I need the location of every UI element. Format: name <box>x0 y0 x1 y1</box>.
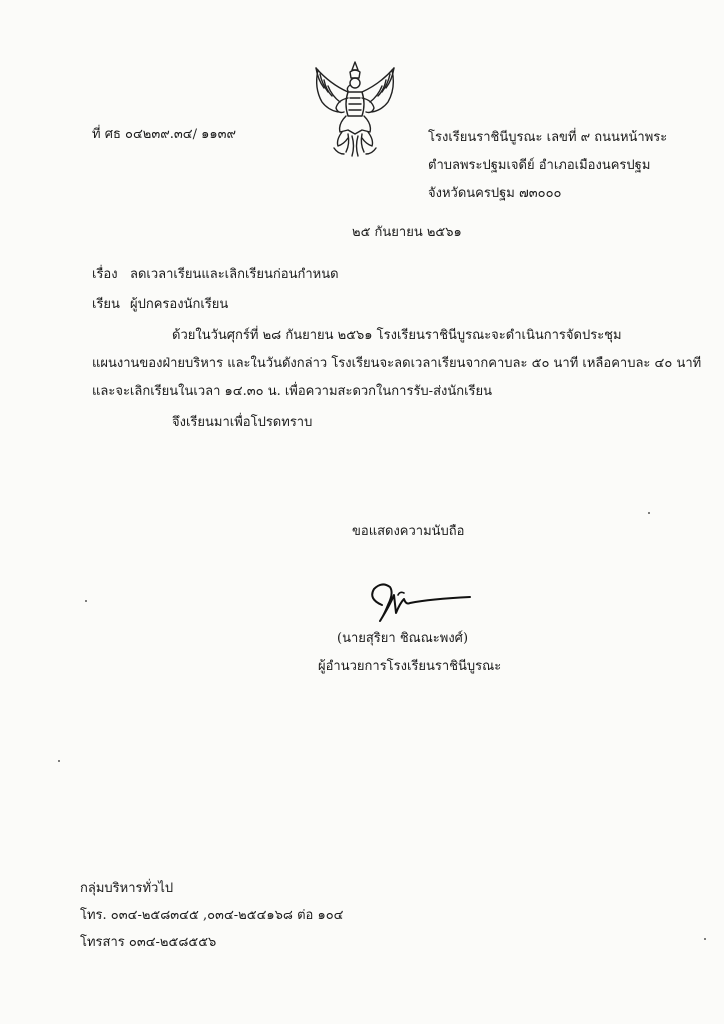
closing-request: จึงเรียนมาเพื่อโปรดทราบ <box>172 415 313 430</box>
garuda-emblem-icon <box>308 58 402 158</box>
subject-label: เรื่อง <box>92 267 118 282</box>
footer-department: กลุ่มบริหารทั่วไป <box>80 881 174 896</box>
letter-date: ๒๕ กันยายน ๒๕๖๑ <box>352 225 462 240</box>
signer-title: ผู้อำนวยการโรงเรียนราชินีบูรณะ <box>318 659 502 674</box>
body-line-1: ด้วยในวันศุกร์ที่ ๒๘ กันยายน ๒๕๖๑ โรงเรียนราชินีบูรณะจะดำเนินการจัดประชุม <box>172 328 622 343</box>
footer-phone: โทร. ๐๓๔-๒๕๘๓๔๕ ,๐๓๔-๒๕๔๑๖๘ ต่อ ๑๐๔ <box>80 908 344 923</box>
recipient-label: เรียน <box>92 297 120 312</box>
signer-name: (นายสุริยา ชิณณะพงศ์) <box>337 631 469 646</box>
sender-address-line-2: ตำบลพระปฐมเจดีย์ อำเภอเมืองนครปฐม <box>428 158 651 173</box>
body-line-2: แผนงานของฝ่ายบริหาร และในวันดังกล่าว โรงเรียนจะลดเวลาเรียนจากคาบละ ๕๐ นาที เหลือคาบละ ๔๐ นาที <box>92 356 702 371</box>
reference-number: ที่ ศธ ๐๔๒๓๙.๓๔/ ๑๑๓๙ <box>92 127 237 142</box>
scan-speck <box>648 512 650 514</box>
subject-text: ลดเวลาเรียนและเลิกเรียนก่อนกำหนด <box>130 267 339 282</box>
scan-speck <box>704 938 706 940</box>
body-line-3: และจะเลิกเรียนในเวลา ๑๔.๓๐ น. เพื่อความสะดวกในการรับ-ส่งนักเรียน <box>92 384 493 399</box>
closing-salutation: ขอแสดงความนับถือ <box>352 524 465 539</box>
sender-address-line-3: จังหวัดนครปฐม ๗๓๐๐๐ <box>428 186 562 201</box>
recipient-text: ผู้ปกครองนักเรียน <box>130 297 229 312</box>
footer-fax: โทรสาร ๐๓๔-๒๕๘๕๕๖ <box>80 935 217 950</box>
sender-address-line-1: โรงเรียนราชินีบูรณะ เลขที่ ๙ ถนนหน้าพระ <box>428 130 668 145</box>
scan-speck <box>58 760 60 762</box>
signature-icon <box>360 575 475 625</box>
scan-speck <box>85 600 87 602</box>
